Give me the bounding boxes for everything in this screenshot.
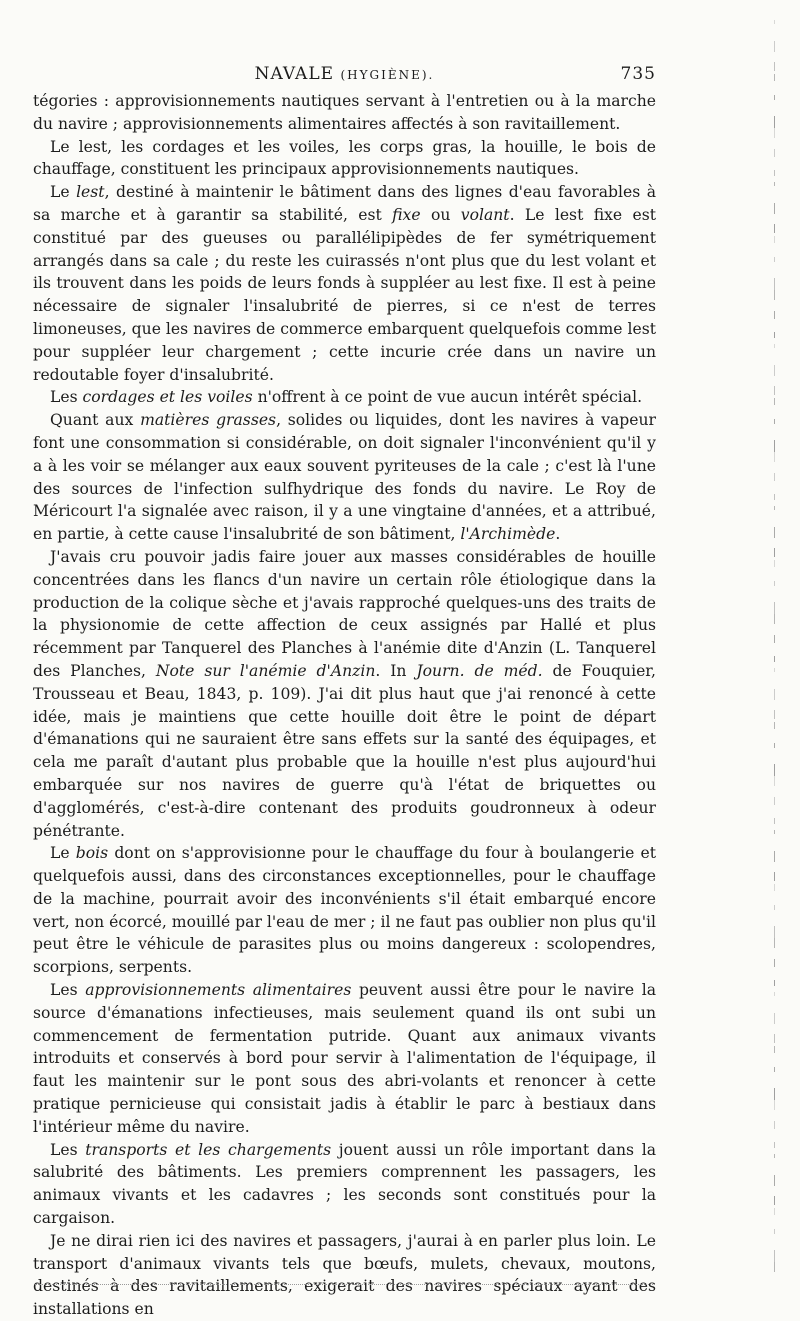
text-run: Les bbox=[50, 1140, 86, 1159]
text-run: dont on s'approvisionne pour le chauffage du four à boulangerie et quelquefois aussi, dans des circonstances exceptionnelles, pour le chauffage de la machine, pourrait avoir des inconvénients s'il était embarqué encore vert, non écorcé, mouillé par l'eau de mer ; il ne faut pas oublier non plus qu'il peut être le véhicule de parasites plus ou moins dangereux : scolopendres, scorpions, serpents. bbox=[33, 844, 656, 977]
edge-mark bbox=[774, 149, 775, 157]
edge-mark bbox=[774, 548, 775, 557]
edge-mark bbox=[774, 797, 775, 805]
edge-mark bbox=[774, 1067, 775, 1072]
edge-mark bbox=[774, 224, 775, 233]
edge-mark bbox=[774, 41, 775, 52]
edge-mark bbox=[774, 776, 775, 786]
edge-mark bbox=[774, 743, 775, 748]
text-run: . Le lest fixe est constitué par des gueuses ou parallélipipèdes de fer symétriquement arrangés dans sa cale ; du reste les cuirassés n'ont plus que du lest volant et ils trouvent dans les poids de leurs fonds à suppléer au lest fixe. Il est à peine nécessaire de signaler l'insalubrité de pierres, si ce n'est de terres limoneuses, que les navires de commerce embarquent quelquefois comme lest pour suppléer leur chargement ; cette incurie crée dans un navire un redoutable foyer d'insalubrité. bbox=[33, 205, 656, 384]
book-page bbox=[33, 60, 656, 1321]
edge-mark bbox=[774, 332, 775, 338]
edge-mark bbox=[774, 236, 775, 243]
edge-mark bbox=[774, 884, 775, 891]
edge-mark bbox=[774, 656, 775, 662]
text-run: Les bbox=[50, 388, 83, 407]
running-title-subtitle: (HYGIÈNE). bbox=[340, 68, 435, 82]
edge-mark bbox=[774, 257, 775, 262]
text-run: ou bbox=[420, 205, 461, 224]
edge-mark bbox=[774, 1154, 775, 1158]
edge-mark bbox=[774, 1121, 775, 1129]
paragraph-p5 bbox=[33, 409, 656, 546]
text-run: Quant aux bbox=[50, 411, 141, 430]
edge-mark bbox=[774, 527, 775, 538]
edge-mark bbox=[774, 722, 775, 729]
edge-mark bbox=[774, 1262, 775, 1272]
running-header bbox=[33, 60, 656, 90]
italic-run: matières grasses bbox=[140, 411, 277, 430]
edge-mark bbox=[774, 1208, 775, 1215]
edge-mark bbox=[774, 668, 775, 672]
edge-mark bbox=[774, 386, 775, 395]
edge-mark bbox=[774, 689, 775, 700]
running-title bbox=[33, 64, 656, 84]
edge-mark bbox=[774, 344, 775, 348]
edge-mark bbox=[774, 1046, 775, 1053]
text-run: J'avais cru pouvoir jadis faire jouer aux masses considérables de houille concentrées dans les flancs d'un navire un certain rôle étiologique dans la production de la colique sèche et j'avais rapproché quelques-uns des traits de la physionomie de cette affection de ceux assignés par Hallé et plus récemment par Tanquerel des Planches à l'anémie dite d'Anzin (L. Tanquerel des Planches, bbox=[33, 547, 656, 680]
italic-run: transports et les chargements bbox=[85, 1140, 332, 1159]
edge-mark bbox=[774, 1013, 775, 1024]
edge-mark bbox=[774, 203, 775, 214]
edge-mark bbox=[774, 419, 775, 424]
edge-mark bbox=[774, 614, 775, 624]
edge-mark bbox=[774, 473, 775, 481]
text-run: Le bbox=[50, 183, 77, 202]
edge-mark bbox=[774, 170, 775, 176]
edge-mark bbox=[774, 635, 775, 643]
edge-mark bbox=[774, 440, 775, 452]
scan-bottom-dots bbox=[35, 1282, 655, 1285]
edge-mark bbox=[774, 506, 775, 510]
text-run: . bbox=[555, 525, 561, 544]
paragraph-p2 bbox=[33, 136, 656, 182]
text-run: , solides ou liquides, dont les navires à vapeur font une consommation si considérable, on doit signaler l'inconvénient qu'il y a à les voir se mélanger aux eaux souvent pyriteuses de la cale ; c'est là l'une des sources de l'infection sulfhydrique des fonds du navire. Le Roy de Méricourt l'a signalée avec raison, il y a une vingtaine d'années, et a attribué, en partie, à cette cause l'insalubrité de son bâtiment, bbox=[33, 411, 657, 544]
text-run: peuvent aussi être pour le navire la source d'émanations infectieuses, mais seulement quand ils ont subi un commencement de fermentation putride. Quant aux animaux vivants introduits et conservés à bord pour servir à l'alimentation de l'équipage, il faut les maintenir sur le pont sous des abri-volants et renoncer à cette pratique pernicieuse qui consistait jadis à établir le parc à bestiaux dans l'intérieur même du navire. bbox=[33, 981, 656, 1136]
edge-mark bbox=[774, 95, 775, 100]
edge-mark bbox=[774, 1196, 775, 1205]
italic-run: bois bbox=[75, 844, 109, 863]
edge-mark bbox=[774, 494, 775, 500]
edge-mark bbox=[774, 764, 775, 776]
text-run: Le bbox=[50, 844, 76, 863]
edge-mark bbox=[774, 1142, 775, 1148]
edge-mark bbox=[774, 311, 775, 319]
paragraph-p6 bbox=[33, 546, 656, 842]
paragraph-p1 bbox=[33, 90, 656, 136]
text-run: Les bbox=[50, 981, 86, 1000]
edge-mark bbox=[774, 905, 775, 910]
edge-mark bbox=[774, 116, 775, 128]
edge-mark bbox=[774, 365, 775, 376]
italic-run: Journ. de méd. bbox=[416, 661, 543, 680]
edge-mark bbox=[774, 560, 775, 567]
edge-mark bbox=[774, 1229, 775, 1234]
page-number: 735 bbox=[620, 64, 656, 84]
edge-mark bbox=[774, 398, 775, 405]
edge-mark bbox=[774, 452, 775, 462]
edge-mark bbox=[774, 851, 775, 862]
edge-mark bbox=[774, 1088, 775, 1100]
paragraph-p3 bbox=[33, 181, 656, 386]
text-run: . In bbox=[375, 661, 417, 680]
edge-mark bbox=[774, 710, 775, 719]
italic-run: l'Archimède bbox=[460, 525, 556, 544]
text-run: , destiné à maintenir le bâtiment dans des lignes d'eau favorables à sa marche et à garantir sa stabilité, est bbox=[33, 183, 656, 224]
text-run: de Fouquier, Trousseau et Beau, 1843, p. 109). J'ai dit plus haut que j'ai renoncé à cette idée, mais je maintiens que cette houille doit être le point de départ d'émanations qui ne sauraient être sans effets sur la santé des équipages, et cela me paraît d'autant plus probable que la houille n'est plus aujourd'hui embarquée sur nos navires de guerre qu'à l'état de briquettes ou d'agglomérés, c'est-à-dire contenant des produits goudronneux à odeur pénétrante. bbox=[33, 661, 656, 840]
edge-mark bbox=[774, 1250, 775, 1262]
edge-mark bbox=[774, 992, 775, 996]
paragraph-p9 bbox=[33, 1139, 656, 1230]
text-run: Le lest, les cordages et les voiles, les corps gras, la houille, le bois de chauffage, constituent les principaux approvisionnements nautiques. bbox=[33, 137, 656, 179]
edge-mark bbox=[774, 959, 775, 967]
text-run: tégories : approvisionnements nautiques servant à l'entretien ou à la marche du navire ; approvisionnements alimentaires affectés à son ravitaillement. bbox=[33, 92, 656, 133]
edge-mark bbox=[774, 278, 775, 290]
edge-mark bbox=[774, 290, 775, 300]
italic-run: approvisionnements alimentaires bbox=[85, 981, 352, 1000]
edge-mark bbox=[774, 980, 775, 986]
edge-mark bbox=[774, 581, 775, 586]
edge-mark bbox=[774, 926, 775, 938]
text-run: jouent aussi un rôle important dans la salubrité des bâtiments. Les premiers comprennent les passagers, les animaux vivants et les cadavres ; les seconds sont constitués pour la cargaison. bbox=[33, 1140, 656, 1228]
edge-mark bbox=[774, 872, 775, 881]
italic-run: cordages et les voiles bbox=[82, 388, 253, 407]
edge-mark bbox=[774, 602, 775, 614]
text-run: Je ne dirai rien ici des navires et passagers, j'aurai à en parler plus loin. Le transport d'animaux vivants tels que bœufs, mulets, chevaux, moutons, destinés à des ravitaillements, exigerait des navires spéciaux ayant des installations en bbox=[33, 1231, 656, 1319]
edge-mark bbox=[774, 20, 775, 24]
body-text bbox=[33, 90, 656, 1321]
italic-run: Note sur l'anémie d'Anzin bbox=[155, 661, 376, 680]
edge-mark bbox=[774, 938, 775, 948]
running-title-main: NAVALE bbox=[254, 64, 335, 84]
italic-run: lest bbox=[76, 183, 105, 202]
italic-run: volant bbox=[460, 205, 510, 224]
paragraph-p7 bbox=[33, 842, 656, 979]
italic-run: fixe bbox=[392, 205, 421, 224]
paragraph-p10 bbox=[33, 1230, 656, 1321]
paragraph-p4 bbox=[33, 386, 656, 409]
edge-mark bbox=[774, 1100, 775, 1110]
scan-edge-marks bbox=[764, 20, 788, 1300]
edge-mark bbox=[774, 182, 775, 186]
edge-mark bbox=[774, 1034, 775, 1043]
edge-mark bbox=[774, 818, 775, 824]
edge-mark bbox=[774, 62, 775, 71]
edge-mark bbox=[774, 830, 775, 834]
text-run: n'offrent à ce point de vue aucun intérêt spécial. bbox=[252, 388, 643, 407]
paragraph-p8 bbox=[33, 979, 656, 1139]
edge-mark bbox=[774, 1175, 775, 1186]
edge-mark bbox=[774, 128, 775, 138]
edge-mark bbox=[774, 74, 775, 81]
